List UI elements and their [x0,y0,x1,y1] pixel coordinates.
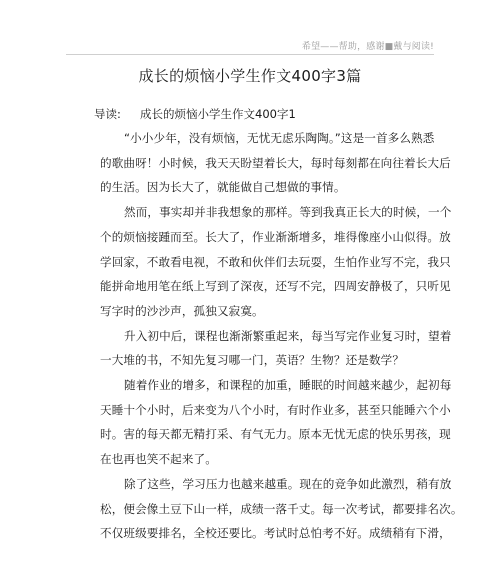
paragraph-line: 的生活。因为长大了，就能做自己想做的事情。 [100,180,346,195]
paragraph-line: 个的烦恼接踵而至。长大了，作业渐渐增多，堆得像座小山似得。放 [100,229,451,244]
header-note: 希望——帮助，感谢■戴与阅读! [301,42,434,52]
paragraph-line: 不仅班级要排名，全校还要比。考试时总怕考不好。成绩稍有下滑， [100,526,451,541]
paragraph-line: 随着作业的增多，和课程的加重，睡眠的时间越来越少，起初每 [124,378,452,393]
paragraph-line: 松，便会像土豆下山一样，成绩一落千丈。每一次考试，都要排名次。 [100,501,463,516]
paragraph-line: 的歌曲呀！小时候，我天天盼望着长大，每时每刻都在向往着长大后 [100,155,451,170]
article-body [100,126,463,546]
paragraph-line: 然而，事实却并非我想象的那样。等到我真正长大的时候，一个 [124,205,452,220]
paragraph-line: 升入初中后，课程也渐渐繁重起来，每当写完作业复习时，望着 [124,328,452,343]
paragraph-line: “小小少年，没有烦恼，无忧无虑乐陶陶。”这是一首多么熟悉 [124,131,435,145]
intro-text: 成长的烦恼小学生作文400字1 [140,107,296,121]
intro-line [94,106,296,122]
paragraph-line: 除了这些，学习压力也越来越重。现在的竞争如此激烈，稍有放 [124,476,452,491]
paragraph-line: 天睡十个小时，后来变为八个小时，有时作业多，甚至只能睡六个小 [100,402,451,417]
paragraph-line: 写字时的沙沙声，孤独又寂寞。 [100,303,264,318]
paragraph-line: 在也再也笑不起来了。 [100,452,217,467]
paragraph-line: 一大堆的书，不知先复习哪一门，英语？生物？还是数学？ [100,353,405,368]
paragraph-line: 学回家，不敢看电视，不敢和伙伴们去玩耍，生怕作业写不完，我只 [100,254,451,269]
document-title: 成长的烦恼小学生作文400字3篇 [138,67,362,85]
header-divider [66,54,434,55]
paragraph-line: 时。害的每天都无精打采、有气无力。原本无忧无虑的快乐男孩，现 [100,427,451,442]
intro-label: 导读: [94,107,121,121]
paragraph-line: 能拼命地用笔在纸上写到了深夜，还写不完，四周安静极了，只听见 [100,279,451,294]
